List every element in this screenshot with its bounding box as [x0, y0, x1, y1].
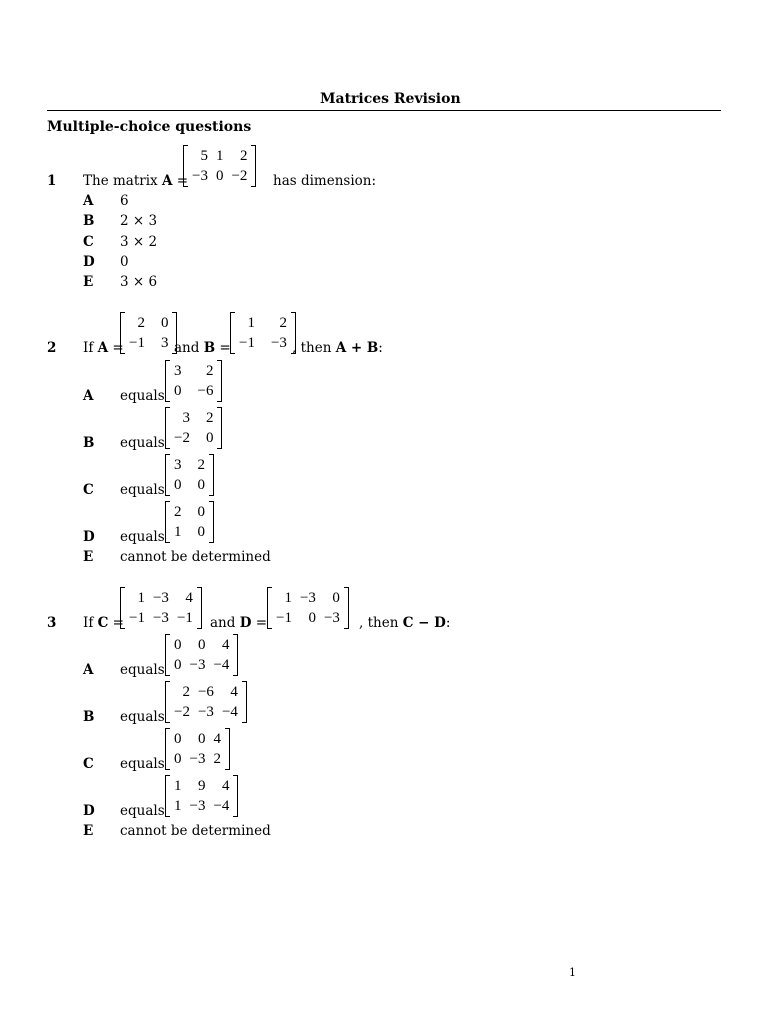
- matrix-cell: 0: [174, 751, 182, 767]
- matrix-cell: −1: [129, 610, 145, 626]
- matrix-cell: −3: [189, 657, 206, 673]
- q3-eq1: =: [108, 615, 124, 631]
- q3-matrix-c-name: C: [97, 615, 109, 631]
- q1-matrix: [183, 145, 256, 187]
- q2-matrix-a-name: A: [97, 340, 109, 356]
- q2-option-c-letter: C: [83, 482, 94, 498]
- q3-stem-start: [83, 615, 124, 631]
- q3-option-b-letter: B: [83, 709, 95, 725]
- page-number: 1: [569, 966, 576, 979]
- matrix-cell: −6: [197, 383, 214, 399]
- matrix-cell: 1: [215, 148, 224, 164]
- matrix-cell: 3: [182, 410, 190, 426]
- matrix-cell: 5: [200, 148, 208, 164]
- q3-option-d-letter: D: [83, 803, 95, 819]
- matrix-cell: −4: [213, 798, 230, 814]
- matrix-cell: −3: [152, 610, 169, 626]
- q3-stem-end: [359, 615, 450, 631]
- q2-option-a-letter: A: [83, 388, 94, 404]
- q3-number: 3: [47, 615, 57, 631]
- matrix-cell: 9: [197, 778, 206, 794]
- matrix-cell: 2: [205, 363, 214, 379]
- matrix-cell: 1: [174, 778, 182, 794]
- q3-option-d-matrix: [165, 775, 238, 817]
- matrix-cell: 4: [221, 637, 230, 653]
- q2-matrix-a: [120, 312, 177, 354]
- matrix-cell: −1: [276, 610, 292, 626]
- matrix-cell: −3: [189, 798, 206, 814]
- q2-option-a-text: equals: [120, 388, 165, 404]
- matrix-cell: −3: [197, 704, 214, 720]
- q3-then: , then: [359, 615, 403, 631]
- matrix-cell: 2: [137, 315, 145, 331]
- q2-number: 2: [47, 340, 57, 356]
- q3-option-a-matrix: [165, 634, 238, 676]
- q2-option-c-text: equals: [120, 482, 165, 498]
- matrix-cell: 3: [174, 363, 182, 379]
- matrix-cell: −3: [192, 168, 208, 184]
- q2-option-d-letter: D: [83, 529, 95, 545]
- matrix-cell: 2: [239, 148, 248, 164]
- matrix-cell: 2: [205, 410, 214, 426]
- q2-matrix-b: [230, 312, 296, 354]
- q3-colon: :: [445, 615, 451, 631]
- matrix-cell: 2: [279, 315, 287, 331]
- matrix-cell: 1: [137, 590, 145, 606]
- q3-matrix-d-name: D: [239, 615, 252, 631]
- q2-option-b-text: equals: [120, 435, 165, 451]
- q2-stem-start: [83, 340, 124, 356]
- q3-option-b-text: equals: [120, 709, 165, 725]
- matrix-cell: −2: [174, 704, 190, 720]
- q2-eq2: =: [215, 340, 231, 356]
- q2-matrix-b-name: B: [203, 340, 216, 356]
- matrix-cell: 0: [197, 524, 205, 540]
- q2-option-d-matrix: [165, 501, 214, 543]
- matrix-cell: −3: [323, 610, 340, 626]
- q1-option-e-text: 3 × 6: [120, 274, 158, 290]
- q2-option-a-matrix: [165, 360, 222, 402]
- matrix-cell: 0: [160, 315, 169, 331]
- matrix-cell: 2: [197, 457, 205, 473]
- matrix-cell: −2: [231, 168, 248, 184]
- q3-option-e-text: cannot be determined: [120, 823, 271, 839]
- q1-stem-text: The matrix: [83, 173, 162, 189]
- q2-option-b-letter: B: [83, 435, 95, 451]
- q1-stem-end: has dimension:: [273, 173, 377, 189]
- matrix-cell: −3: [152, 590, 169, 606]
- matrix-cell: 3: [160, 335, 169, 351]
- q3-diff: C − D: [402, 615, 446, 631]
- q2-option-b-matrix: [165, 407, 222, 449]
- q3-and: and: [210, 615, 240, 631]
- matrix-cell: −3: [299, 590, 316, 606]
- matrix-cell: 0: [174, 477, 182, 493]
- matrix-cell: 1: [284, 590, 292, 606]
- q2-option-e-letter: E: [83, 549, 94, 565]
- q2-sum: A + B: [335, 340, 379, 356]
- matrix-cell: 2: [213, 751, 221, 767]
- q1-option-a-text: 6: [120, 193, 129, 209]
- matrix-cell: −1: [176, 610, 193, 626]
- q1-option-c-letter: C: [83, 234, 94, 250]
- q1-matrix-name: A: [161, 173, 173, 189]
- q3-option-c-text: equals: [120, 756, 165, 772]
- section-heading: Multiple-choice questions: [47, 119, 252, 135]
- q1-option-e-letter: E: [83, 274, 94, 290]
- matrix-cell: 2: [182, 684, 190, 700]
- q1-option-b-text: 2 × 3: [120, 213, 158, 229]
- matrix-cell: 4: [213, 731, 221, 747]
- matrix-cell: 1: [247, 315, 255, 331]
- matrix-cell: 0: [174, 637, 182, 653]
- matrix-cell: −4: [213, 657, 230, 673]
- q1-option-a-letter: A: [83, 193, 94, 209]
- matrix-cell: 3: [174, 457, 182, 473]
- matrix-cell: 4: [230, 684, 238, 700]
- q2-eq1: =: [108, 340, 124, 356]
- q3-option-c-matrix: [165, 728, 230, 770]
- q2-then: , then: [292, 340, 336, 356]
- q2-stem-mid: [174, 340, 231, 356]
- q3-option-a-text: equals: [120, 662, 165, 678]
- q1-option-d-letter: D: [83, 254, 95, 270]
- q3-matrix-c: [120, 587, 202, 629]
- matrix-cell: 0: [197, 477, 205, 493]
- matrix-cell: −1: [129, 335, 145, 351]
- title-rule: [47, 110, 721, 111]
- matrix-cell: 0: [197, 637, 206, 653]
- matrix-cell: −3: [189, 751, 206, 767]
- q2-option-d-text: equals: [120, 529, 165, 545]
- page-title: Matrices Revision: [320, 91, 461, 107]
- q2-option-e-text: cannot be determined: [120, 549, 271, 565]
- matrix-cell: 4: [221, 778, 230, 794]
- matrix-cell: 0: [308, 610, 316, 626]
- q2-and: and: [174, 340, 204, 356]
- q3-option-b-matrix: [165, 681, 247, 723]
- matrix-cell: −2: [174, 430, 190, 446]
- matrix-cell: 2: [174, 504, 182, 520]
- matrix-cell: 1: [174, 524, 182, 540]
- q3-option-e-letter: E: [83, 823, 94, 839]
- matrix-cell: 1: [174, 798, 182, 814]
- q3-option-c-letter: C: [83, 756, 94, 772]
- matrix-cell: 0: [205, 430, 214, 446]
- q3-option-d-text: equals: [120, 803, 165, 819]
- q2-option-c-matrix: [165, 454, 214, 496]
- matrix-cell: −1: [239, 335, 255, 351]
- q3-matrix-d: [267, 587, 349, 629]
- q3-eq2: =: [251, 615, 268, 631]
- q3-stem-mid: [210, 615, 267, 631]
- q1-option-d-text: 0: [120, 254, 129, 270]
- q1-number: 1: [47, 173, 57, 189]
- matrix-cell: 0: [174, 383, 182, 399]
- matrix-cell: 0: [197, 504, 205, 520]
- matrix-cell: 0: [174, 657, 182, 673]
- q1-option-b-letter: B: [83, 213, 95, 229]
- matrix-cell: 0: [174, 731, 182, 747]
- q3-option-a-letter: A: [83, 662, 94, 678]
- matrix-cell: 0: [215, 168, 224, 184]
- q2-colon: :: [378, 340, 383, 356]
- matrix-cell: −3: [270, 335, 287, 351]
- q3-if: If: [83, 615, 98, 631]
- matrix-cell: 0: [332, 590, 340, 606]
- q1-option-c-text: 3 × 2: [120, 234, 158, 250]
- q1-stem: [83, 173, 188, 189]
- q2-stem-end: [292, 340, 383, 356]
- matrix-cell: −6: [197, 684, 214, 700]
- matrix-cell: 0: [197, 731, 206, 747]
- q1-equals: =: [172, 173, 189, 189]
- matrix-cell: 4: [185, 590, 193, 606]
- matrix-cell: −4: [221, 704, 238, 720]
- q2-if: If: [83, 340, 98, 356]
